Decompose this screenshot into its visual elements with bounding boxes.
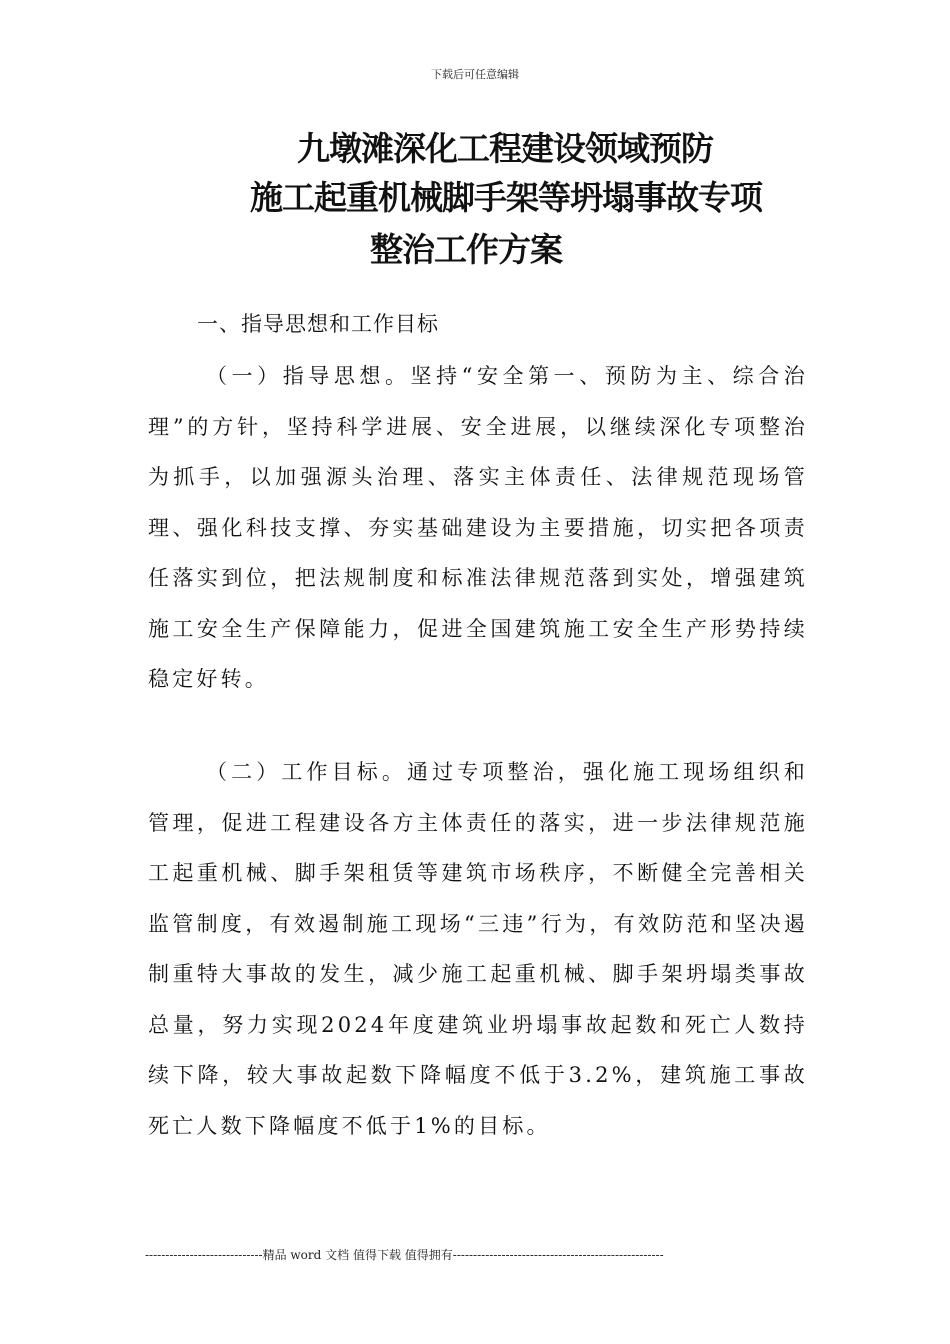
footer-left-dashes: ----------------------------- xyxy=(145,1248,263,1262)
document-title-line-3: 整治工作方案 xyxy=(370,230,562,269)
footer-text: 精品 word 文档 值得下载 值得拥有 xyxy=(262,1248,453,1262)
paragraph-guiding-ideology: （一）指导思想。坚持“安全第一、预防为主、综合治理”的方针，坚持科学进展、安全进展，以继续深化专项整治为抓手，以加强源头治理、落实主体责任、法律规范现场管理、强化科技支撑、夯实基础建设为主要措施，切实把各项责任落实到位，把法规制度和标准法律规范落到实处，增强建筑施工安全生产保障能力，促进全国建筑施工安全生产形势持续稳定好转。 xyxy=(148,364,808,691)
paragraph-work-objectives: （二）工作目标。通过专项整治，强化施工现场组织和管理，促进工程建设各方主体责任的落实，进一步法律规范施工起重机械、脚手架租赁等建筑市场秩序，不断健全完善相关监管制度，有效遏制施工现场“三违”行为，有效防范和坚决遏制重特大事故的发生，减少施工起重机械、脚手架坍塌类事故总量，努力实现2024年度建筑业坍塌事故起数和死亡人数持续下降，较大事故起数下降幅度不低于3.2%，建筑施工事故死亡人数下降幅度不低于1%的目标。 xyxy=(148,760,808,1138)
footer-banner xyxy=(145,1246,720,1263)
footer-right-dashes: ---------------------------------------------------- xyxy=(452,1248,664,1262)
document-title-line-2: 施工起重机械脚手架等坍塌事故专项 xyxy=(250,178,762,217)
header-note: 下载后可任意编辑 xyxy=(431,68,519,81)
section-heading: 一、指导思想和工作目标 xyxy=(197,312,439,336)
document-title-line-1: 九墩滩深化工程建设领域预防 xyxy=(297,129,713,168)
